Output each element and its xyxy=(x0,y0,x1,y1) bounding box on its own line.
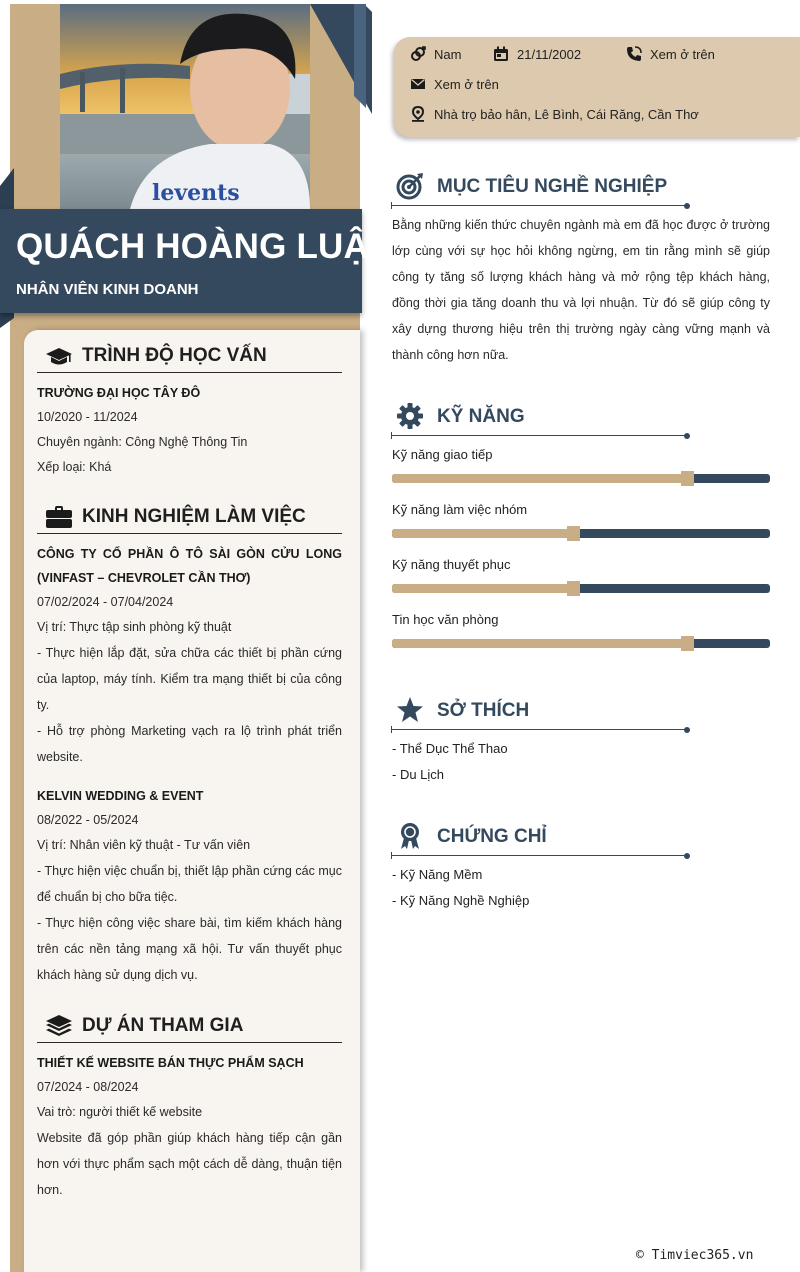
education-section xyxy=(37,339,342,480)
projects-title: DỰ ÁN THAM GIA xyxy=(82,1014,244,1036)
experience-period: 08/2022 - 05/2024 xyxy=(37,813,139,827)
skill-item xyxy=(392,546,770,601)
gender-item xyxy=(410,46,461,62)
experience-description: - Thực hiện lắp đặt, sửa chữa các thiết bị phần cứng của laptop, máy tính. Kiểm tra mạng thiết bị của công ty. xyxy=(37,646,342,712)
skills-list xyxy=(392,436,770,656)
envelope-icon xyxy=(410,76,426,92)
phone-value: Xem ở trên xyxy=(650,46,715,62)
project-description: Website đã góp phần giúp khách hàng tiếp cận gần hơn với thực phẩm sạch một cách dễ dàng, thuận tiện hơn. xyxy=(37,1131,342,1197)
experience-period: 07/02/2024 - 07/04/2024 xyxy=(37,595,174,609)
experience-description: - Thực hiện công việc share bài, tìm kiếm khách hàng trên các nền tảng mạng xã hội. Tư vấn thuyết phục khách hàng sử dụng dịch vụ. xyxy=(37,916,342,982)
project-name: THIẾT KẾ WEBSITE BÁN THỰC PHẨM SẠCH xyxy=(37,1056,304,1070)
hobbies-header xyxy=(392,692,692,730)
experience-description: - Thực hiện việc chuẩn bị, thiết lập phần cứng các mục để chuẩn bị cho bữa tiệc. xyxy=(37,864,342,904)
hobbies-section xyxy=(392,692,770,788)
objective-title: MỤC TIÊU NGHỀ NGHIỆP xyxy=(437,176,668,197)
experience-position: Vị trí: Thực tập sinh phòng kỹ thuật xyxy=(37,620,232,634)
target-icon xyxy=(396,172,424,200)
education-grade: Xếp loại: Khá xyxy=(37,460,112,474)
photo-corner-fold xyxy=(292,4,372,124)
experience-header xyxy=(37,500,342,534)
profile-photo xyxy=(60,4,310,209)
company-name: CÔNG TY CỔ PHẦN Ô TÔ SÀI GÒN CỬU LONG (VINFAST – CHEVROLET CẦN THƠ) xyxy=(37,547,342,585)
footer-watermark: © Timviec365.vn xyxy=(636,1248,754,1263)
skills-section xyxy=(392,398,770,656)
skill-bar-knob xyxy=(567,581,580,596)
award-ribbon-icon xyxy=(396,822,424,850)
phone-item xyxy=(626,46,715,62)
skill-item xyxy=(392,436,770,491)
email-item xyxy=(410,76,499,92)
skill-bar xyxy=(392,639,770,648)
skill-name: Kỹ năng thuyết phục xyxy=(392,557,511,572)
experience-section xyxy=(37,500,342,988)
star-icon xyxy=(396,696,424,724)
education-header xyxy=(37,339,342,373)
education-title: TRÌNH ĐỘ HỌC VẤN xyxy=(82,344,267,366)
experience-position: Vị trí: Nhân viên kỹ thuật - Tư vấn viên xyxy=(37,838,251,852)
address-item xyxy=(410,106,699,122)
skill-bar-knob xyxy=(681,636,694,651)
gender-icon xyxy=(410,46,426,62)
location-pin-icon xyxy=(410,106,426,122)
certificates-header xyxy=(392,818,692,856)
skill-bar xyxy=(392,529,770,538)
certificates-section xyxy=(392,818,770,914)
svg-text:levents: levents xyxy=(152,180,240,206)
calendar-icon xyxy=(493,46,509,62)
section-divider xyxy=(392,205,688,206)
experience-title: KINH NGHIỆM LÀM VIỆC xyxy=(82,505,306,527)
skill-bar xyxy=(392,474,770,483)
hobbies-title: SỞ THÍCH xyxy=(437,700,530,721)
gear-icon xyxy=(396,402,424,430)
experience-item xyxy=(37,542,342,770)
certificate-item: - Kỹ Năng Nghề Nghiệp xyxy=(392,893,530,908)
education-period: 10/2020 - 11/2024 xyxy=(37,410,138,424)
skills-title: KỸ NĂNG xyxy=(437,406,525,427)
skill-bar-knob xyxy=(681,471,694,486)
briefcase-icon xyxy=(45,505,73,529)
project-role: Vai trò: người thiết kế website xyxy=(37,1105,203,1119)
school-name: TRƯỜNG ĐẠI HỌC TÂY ĐÔ xyxy=(37,386,201,400)
objective-text: Bằng những kiến thức chuyên ngành mà em đã học được ở trường lớp cùng với sự học hỏi không ngừng, em tin rằng mình sẽ giúp công ty tăng số lượng khách hàng và mở rộng tệp khách hàng, đồng thời gia tăng doanh thu và lợi nhuận. Từ đó sẽ giúp công ty xây dựng thương hiệu trên thị trường ngày càng vững mạnh và thành công hơn nữa. xyxy=(392,218,770,362)
name-banner xyxy=(0,209,395,313)
projects-header xyxy=(37,1009,342,1043)
objective-header xyxy=(392,168,692,206)
skill-item xyxy=(392,601,770,656)
dob-item xyxy=(493,46,581,62)
experience-description: - Hỗ trợ phòng Marketing vạch ra lộ trình phát triển website. xyxy=(37,724,342,764)
experience-item xyxy=(37,784,342,988)
skill-name: Kỹ năng làm việc nhóm xyxy=(392,502,528,517)
graduation-cap-icon xyxy=(45,344,73,368)
company-name: KELVIN WEDDING & EVENT xyxy=(37,789,204,803)
certificates-title: CHỨNG CHỈ xyxy=(437,826,547,847)
job-title: NHÂN VIÊN KINH DOANH xyxy=(16,281,199,298)
hobby-item: - Thể Dục Thể Thao xyxy=(392,741,508,756)
education-major: Chuyên ngành: Công Nghệ Thông Tin xyxy=(37,435,248,449)
section-divider xyxy=(392,855,688,856)
objective-section xyxy=(392,168,770,368)
skill-bar xyxy=(392,584,770,593)
layers-icon xyxy=(45,1014,73,1038)
hobby-item: - Du Lịch xyxy=(392,767,445,782)
skill-bar-knob xyxy=(567,526,580,541)
project-period: 07/2024 - 08/2024 xyxy=(37,1080,139,1094)
email-value: Xem ở trên xyxy=(434,76,499,92)
skill-name: Kỹ năng giao tiếp xyxy=(392,447,493,462)
gender-value: Nam xyxy=(434,46,462,62)
skill-name: Tin học văn phòng xyxy=(392,612,499,627)
personal-info-box xyxy=(394,37,800,137)
full-name: QUÁCH HOÀNG LUẬN xyxy=(16,227,395,266)
skill-item xyxy=(392,491,770,546)
projects-section xyxy=(37,1009,342,1203)
section-divider xyxy=(392,729,688,730)
phone-icon xyxy=(626,46,642,62)
certificate-item: - Kỹ Năng Mềm xyxy=(392,867,483,882)
skills-header xyxy=(392,398,692,436)
dob-value: 21/11/2002 xyxy=(517,46,582,62)
address-value: Nhà trọ bảo hân, Lê Bình, Cái Răng, Cần Thơ xyxy=(434,106,699,122)
